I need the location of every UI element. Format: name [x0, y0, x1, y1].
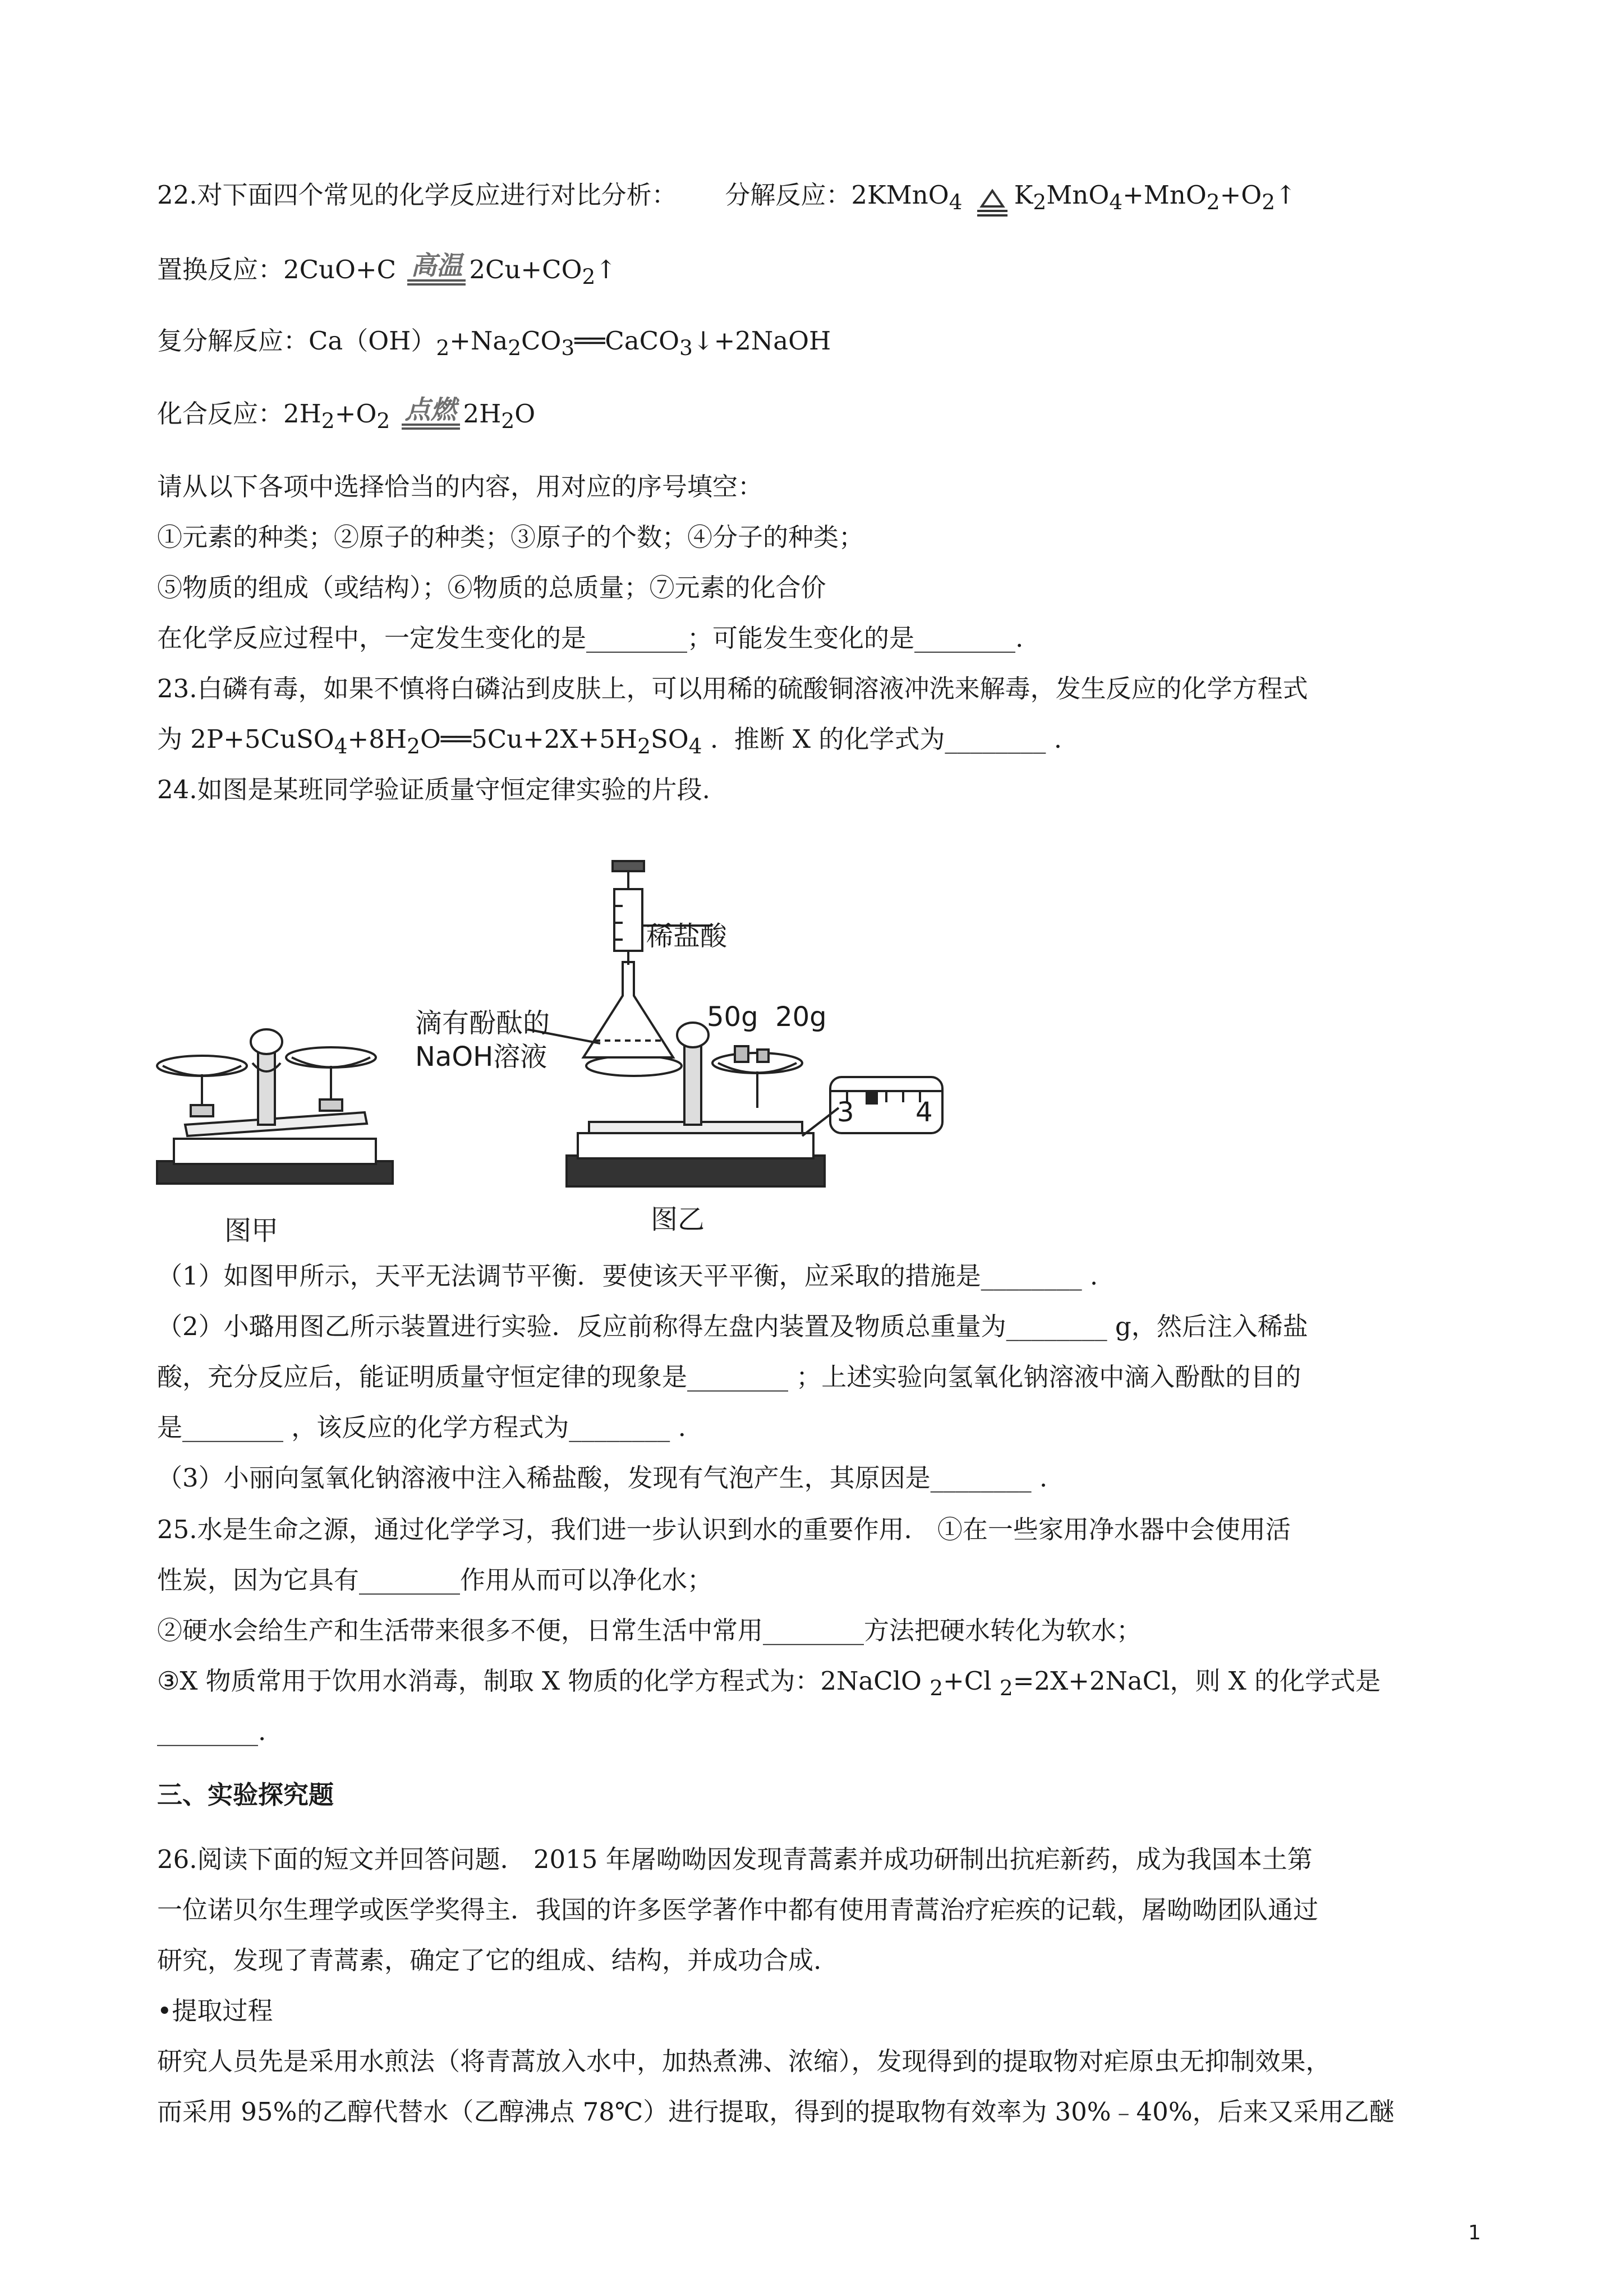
- q22-double-decomposition: 复分解反应：$Ca(OH)_2+Na_2CO_3══CaCO_3↓+2NaOH$: [157, 326, 831, 360]
- q25-line2: 性炭，因为它具有________作用从而可以净化水；: [157, 1565, 713, 1595]
- q24-part2-line2: 酸，充分反应后，能证明质量守恒定律的现象是________ ；上述实验向氢氧化钠溶液中滴入酚酞的目的: [157, 1362, 1301, 1392]
- q26-line3: 研究，发现了青蒿素，确定了它的组成、结构，并成功合成.: [157, 1945, 822, 1975]
- high-temp-condition: 高温: [407, 251, 466, 293]
- section-title: 三、实验探究题: [157, 1780, 334, 1810]
- q25-line3: ②硬水会给生产和生活带来很多不便，日常生活中常用________方法把硬水转化为软水；: [157, 1616, 1142, 1645]
- q23-line1: 23.白磷有毒，如果不慎将白磷沾到皮肤上，可以用稀的硫酸铜溶液冲洗来解毒，发生反应的化学方程式: [157, 674, 1308, 703]
- q26-line4: 研究人员先是采用水煎法（将青蒿放入水中，加热煮沸、浓缩），发现得到的提取物对疟原虫无抑制效果，: [157, 2046, 1331, 2076]
- q26-line2: 一位诺贝尔生理学或医学奖得主．我国的许多医学著作中都有使用青蒿治疗疟疾的记载，屠呦呦团队通过: [157, 1895, 1319, 1925]
- q22-options-2: ⑤物质的组成（或结构）；⑥物质的总质量；⑦元素的化合价: [157, 573, 826, 602]
- ignition-condition: 点燃: [402, 395, 460, 438]
- scale-label-3: 3: [837, 1097, 854, 1128]
- q26-line1: 26.阅读下面的短文并回答问题． 2015 年屠呦呦因发现青蒿素并成功研制出抗疟新药，成为我国本土第: [157, 1844, 1313, 1874]
- heat-condition-icon: [974, 185, 1011, 219]
- q24-intro: 24.如图是某班同学验证质量守恒定律实验的片段.: [157, 775, 710, 804]
- balance-experiment-figure: [151, 844, 948, 1254]
- q23-line2: 为 $2P+5CuSO_4+8H_2O══5Cu+2X+5H_2SO_4$ . 推断 X 的化学式为________ .: [157, 724, 1062, 758]
- q22-combination-reaction: 化合反应：$2H_2+O_2$ 点燃 $2H_2O$: [157, 395, 1492, 438]
- q25-line1: 25.水是生命之源，通过化学学习，我们进一步认识到水的重要作用． ①在一些家用净水器中会使用活: [157, 1515, 1291, 1544]
- q24-part3: （3）小丽向氢氧化钠溶液中注入稀盐酸，发现有气泡产生，其原因是________ .: [157, 1463, 1048, 1493]
- q22-options-1: ①元素的种类；②原子的种类；③原子的个数；④分子的种类；: [157, 522, 864, 552]
- q22-question: 在化学反应过程中，一定发生变化的是________；可能发生变化的是________.: [157, 623, 1024, 653]
- q26-bullet: •提取过程: [157, 1996, 273, 2026]
- q24-part2-line3: 是________ ，该反应的化学方程式为________ .: [157, 1412, 686, 1442]
- solution-label-1: 滴有酚酞的: [415, 1007, 550, 1039]
- figure-a-label: 图甲: [224, 1215, 279, 1246]
- q22-line1: 22.对下面四个常见的化学反应进行对比分析： 分解反应：2KMnO$_4$ $K_2MnO_4+MnO_2+O_2↑$: [157, 178, 1492, 219]
- figure-b-label: 图乙: [651, 1204, 705, 1235]
- page-number: 1: [1468, 2221, 1481, 2244]
- balance-a: [157, 1029, 393, 1184]
- q26-line5: 而采用 95%的乙醇代替水（乙醇沸点 78℃）进行提取，得到的提取物有效率为 30%﹣40%，后来又采用乙醚: [157, 2097, 1395, 2127]
- q25-line4: ③X 物质常用于饮用水消毒，制取 X 物质的化学方程式为：2NaClO $_2$+Cl $_2$=2X+2NaCl，则 X 的化学式是: [157, 1666, 1381, 1700]
- q22-intro: 22.对下面四个常见的化学反应进行对比分析：: [157, 180, 677, 210]
- q24-part1: （1）如图甲所示，天平无法调节平衡．要使该天平平衡，应采取的措施是________ .: [157, 1261, 1098, 1291]
- q25-line5: ________.: [157, 1717, 266, 1746]
- weights-label: 50g 20g: [707, 1001, 827, 1033]
- balance-diagram: [151, 844, 948, 1254]
- q22-instruction: 请从以下各项中选择恰当的内容，用对应的序号填空：: [157, 472, 763, 501]
- acid-label: 稀盐酸: [646, 921, 728, 952]
- solution-label-2: NaOH溶液: [415, 1041, 548, 1073]
- q22-displacement-reaction: 置换反应：2CuO+C 高温 $2Cu+CO_2↑$: [157, 251, 1492, 293]
- scale-label-4: 4: [915, 1097, 933, 1128]
- q24-part2-line1: （2）小璐用图乙所示装置进行实验．反应前称得左盘内装置及物质总重量为________ g，然后注入稀盐: [157, 1312, 1308, 1341]
- decomp-label: 分解反应：2KMnO: [725, 180, 949, 210]
